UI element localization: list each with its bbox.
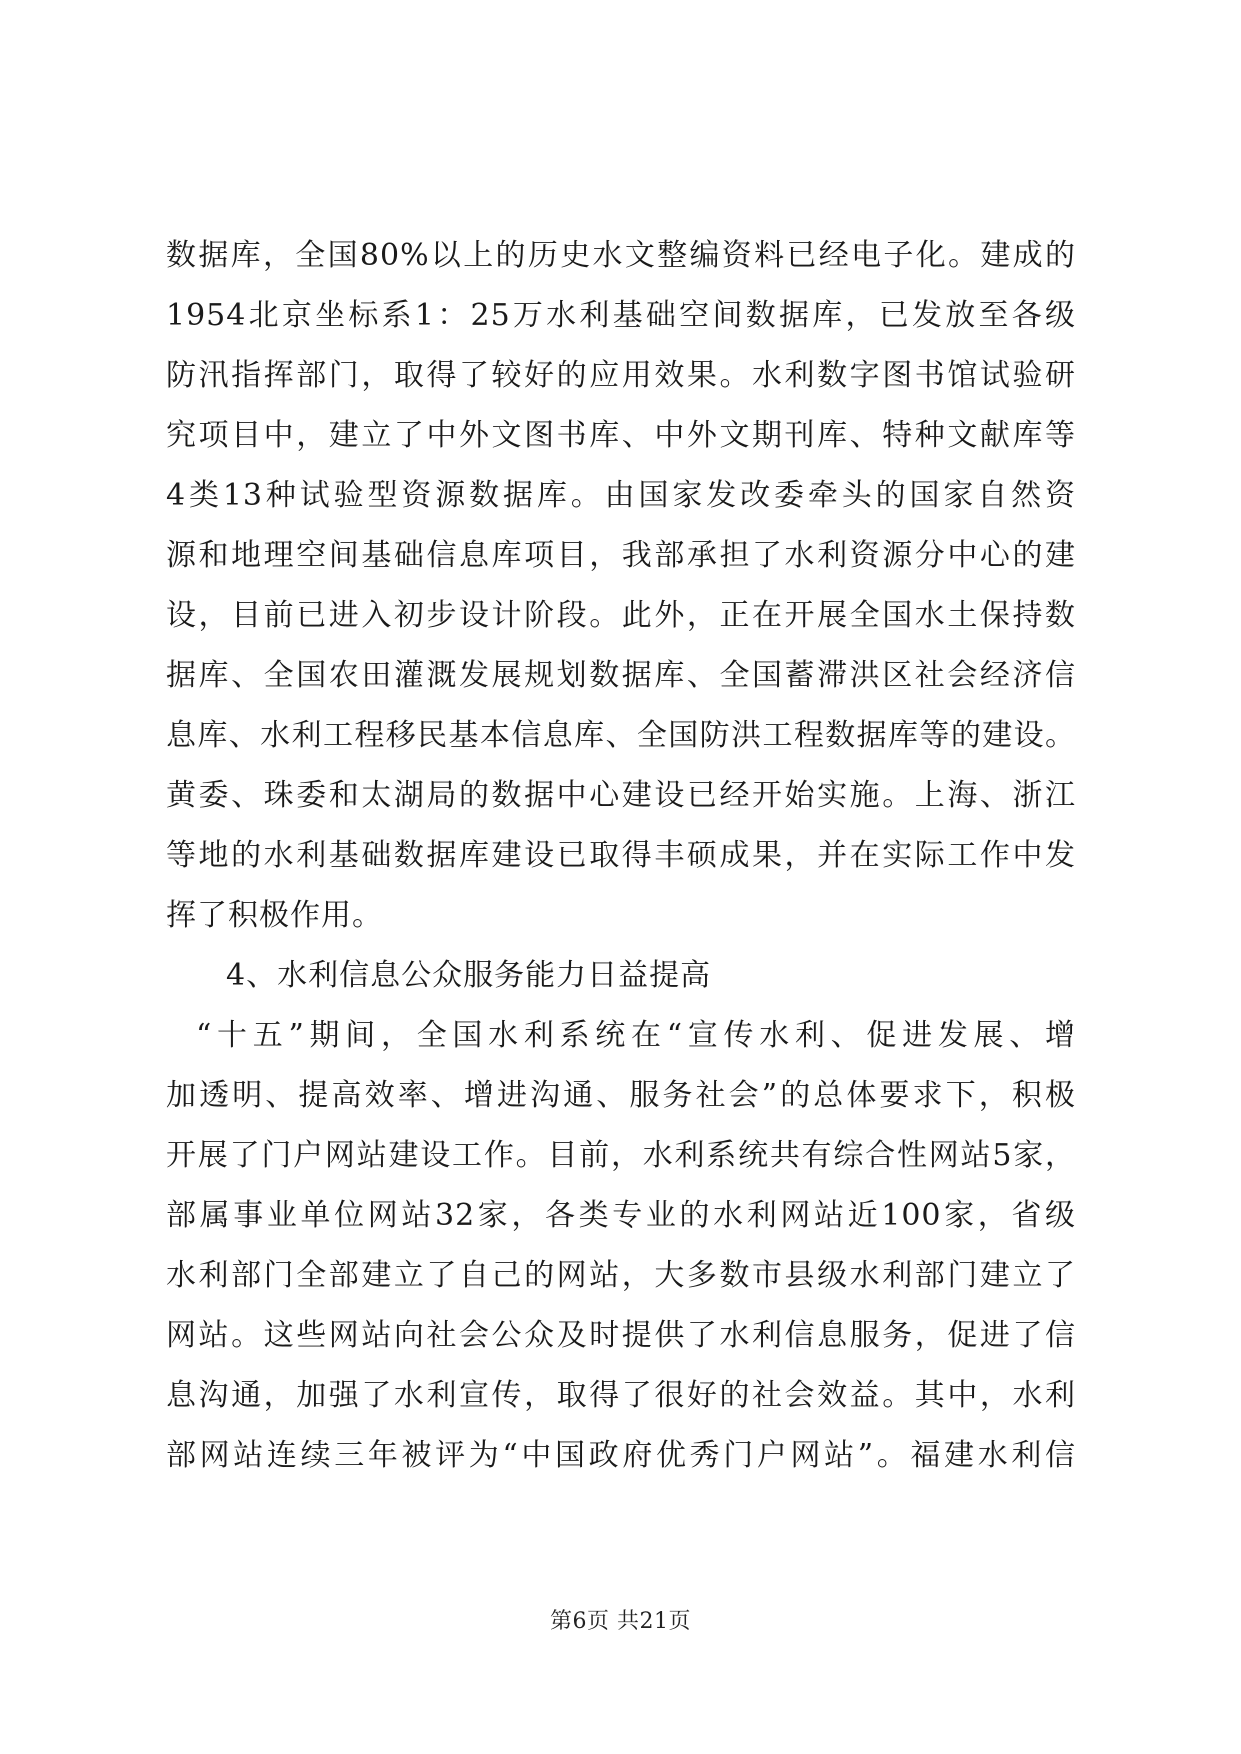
text-line: 息沟通，加强了水利宣传，取得了很好的社会效益。其中，水利 — [166, 1378, 1076, 1413]
text-line: 开展了门户网站建设工作。目前，水利系统共有综合性网站5家， — [166, 1138, 1076, 1173]
text-line: 数据库，全国80%以上的历史水文整编资料已经电子化。建成的 — [166, 238, 1076, 273]
text-line: 息库、水利工程移民基本信息库、全国防洪工程数据库等的建设。 — [166, 718, 1076, 753]
text-line: 挥了积极作用。 — [166, 898, 383, 933]
text-line: 水利部门全部建立了自己的网站，大多数市县级水利部门建立了 — [166, 1258, 1076, 1293]
text-line: 部网站连续三年被评为“中国政府优秀门户网站”。福建水利信 — [166, 1438, 1076, 1473]
text-line: 据库、全国农田灌溉发展规划数据库、全国蓄滞洪区社会经济信 — [166, 658, 1076, 693]
text-line: 网站。这些网站向社会公众及时提供了水利信息服务，促进了信 — [166, 1318, 1076, 1353]
text-line: 部属事业单位网站32家，各类专业的水利网站近100家，省级 — [166, 1198, 1076, 1233]
text-line: 加透明、提高效率、增进沟通、服务社会”的总体要求下，积极 — [166, 1078, 1076, 1113]
text-line: 防汛指挥部门，取得了较好的应用效果。水利数字图书馆试验研 — [166, 358, 1076, 393]
text-line: 源和地理空间基础信息库项目，我部承担了水利资源分中心的建 — [166, 538, 1076, 573]
text-line: 黄委、珠委和太湖局的数据中心建设已经开始实施。上海、浙江 — [166, 778, 1076, 813]
page-number-footer: 第6页 共21页 — [550, 1609, 691, 1634]
section-heading: 4、水利信息公众服务能力日益提高 — [226, 958, 712, 993]
text-line: 等地的水利基础数据库建设已取得丰硕成果，并在实际工作中发 — [166, 838, 1076, 873]
text-line: 4类13种试验型资源数据库。由国家发改委牵头的国家自然资 — [166, 478, 1076, 513]
text-line: 1954北京坐标系1：25万水利基础空间数据库，已发放至各级 — [166, 298, 1076, 333]
text-line: 设，目前已进入初步设计阶段。此外，正在开展全国水土保持数 — [166, 598, 1076, 633]
body-text — [166, 226, 1076, 1486]
text-line: “十五”期间，全国水利系统在“宣传水利、促进发展、增 — [196, 1018, 1076, 1053]
text-line: 究项目中，建立了中外文图书库、中外文期刊库、特种文献库等 — [166, 418, 1076, 453]
